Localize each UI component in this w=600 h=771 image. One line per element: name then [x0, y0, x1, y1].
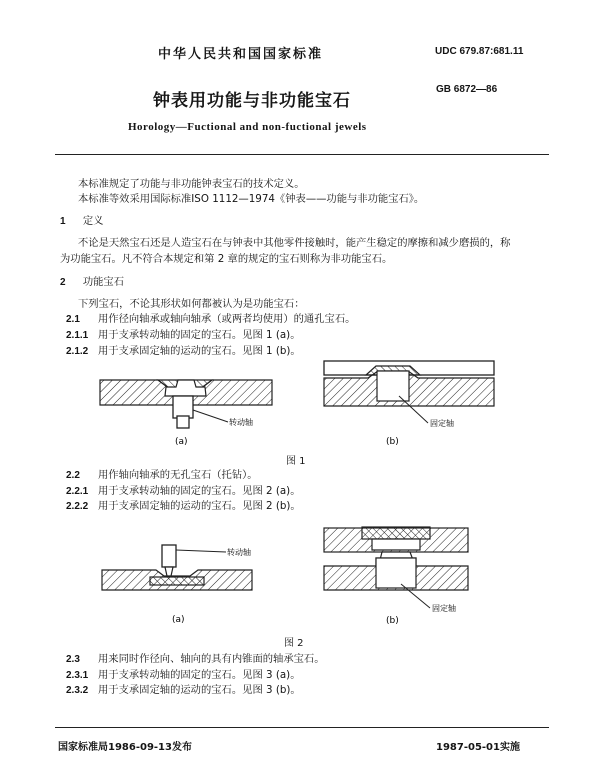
- section-1-heading: [60, 214, 103, 229]
- clause-2-3-2: 2.3.2 用于支承固定轴的运动的宝石。见图 3 (b)。: [66, 684, 301, 696]
- org-title: 中华人民共和国国家标准: [158, 47, 324, 62]
- figure-2: [0, 515, 600, 630]
- figure-1b-caption: (b): [386, 437, 399, 447]
- clause-2-2-2: 2.2.2 用于支承固定轴的运动的宝石。见图 2 (b)。: [66, 500, 301, 512]
- intro-line-1: 本标准规定了功能与非功能钟表宝石的技术定义。: [78, 178, 305, 190]
- figure-1-title: 图 1: [286, 456, 306, 467]
- clause-2-1: 2.1 用作径向轴承或轴向轴承（或两者均使用）的通孔宝石。: [66, 313, 356, 325]
- figure-1b-drawing: [324, 361, 494, 423]
- doc-title-en: Horology—Fuctional and non-fuctional jewels: [128, 121, 367, 133]
- clause-2-1-2: 2.1.2 用于支承固定轴的运动的宝石。见图 1 (b)。: [66, 345, 301, 357]
- section-2-number: 2: [60, 277, 66, 288]
- clause-2-3-1: 2.3.1 用于支承转动轴的固定的宝石。见图 3 (a)。: [66, 669, 301, 681]
- figure-1a-label: 转动轴: [229, 418, 253, 427]
- clause-2-2-1: 2.2.1 用于支承转动轴的固定的宝石。见图 2 (a)。: [66, 485, 301, 497]
- section-1-number: 1: [60, 216, 66, 227]
- figure-2b-caption: (b): [386, 616, 399, 626]
- intro-line-2: 本标准等效采用国际标准ISO 1112—1974《钟表——功能与非功能宝石》。: [78, 193, 425, 205]
- figure-2b-label: 固定轴: [432, 604, 456, 613]
- section-1-text-2: 为功能宝石。凡不符合本规定和第 2 章的规定的宝石则称为非功能宝石。: [60, 253, 393, 265]
- section-2-lead: 下列宝石，不论其形状如何都被认为是功能宝石：: [78, 298, 305, 310]
- section-1-text-1: 不论是天然宝石还是人造宝石在与钟表中其他零件接触时，能产生稳定的摩擦和减少磨损的，称: [78, 237, 511, 249]
- section-2-heading: [60, 275, 124, 290]
- figure-1b-label: 固定轴: [430, 419, 454, 428]
- figure-2a-label: 转动轴: [227, 548, 251, 557]
- udc-code: UDC 679.87:681.11: [435, 46, 524, 57]
- effective-date: 1987-05-01实施: [436, 742, 520, 753]
- header-rule: [55, 154, 549, 155]
- clause-2-3: 2.3 用来同时作径向、轴向的具有内锥面的轴承宝石。: [66, 653, 325, 665]
- section-2-title: 功能宝石: [82, 276, 125, 288]
- figure-2-title: 图 2: [284, 638, 304, 649]
- publish-date: 国家标准局1986-09-13发布: [58, 742, 192, 753]
- clause-2-1-1: 2.1.1 用于支承转动轴的固定的宝石。见图 1 (a)。: [66, 329, 301, 341]
- clause-2-2: 2.2 用作轴向轴承的无孔宝石（托钻）。: [66, 469, 258, 481]
- figure-1a-caption: (a): [175, 437, 188, 447]
- figure-1: [0, 350, 600, 460]
- doc-title: 钟表用功能与非功能宝石: [153, 91, 351, 111]
- footer-rule: [55, 727, 549, 728]
- figure-2b-drawing: [324, 527, 468, 608]
- gb-code: GB 6872—86: [436, 84, 498, 95]
- section-1-title: 定义: [82, 215, 104, 227]
- figure-2a-caption: (a): [172, 615, 185, 625]
